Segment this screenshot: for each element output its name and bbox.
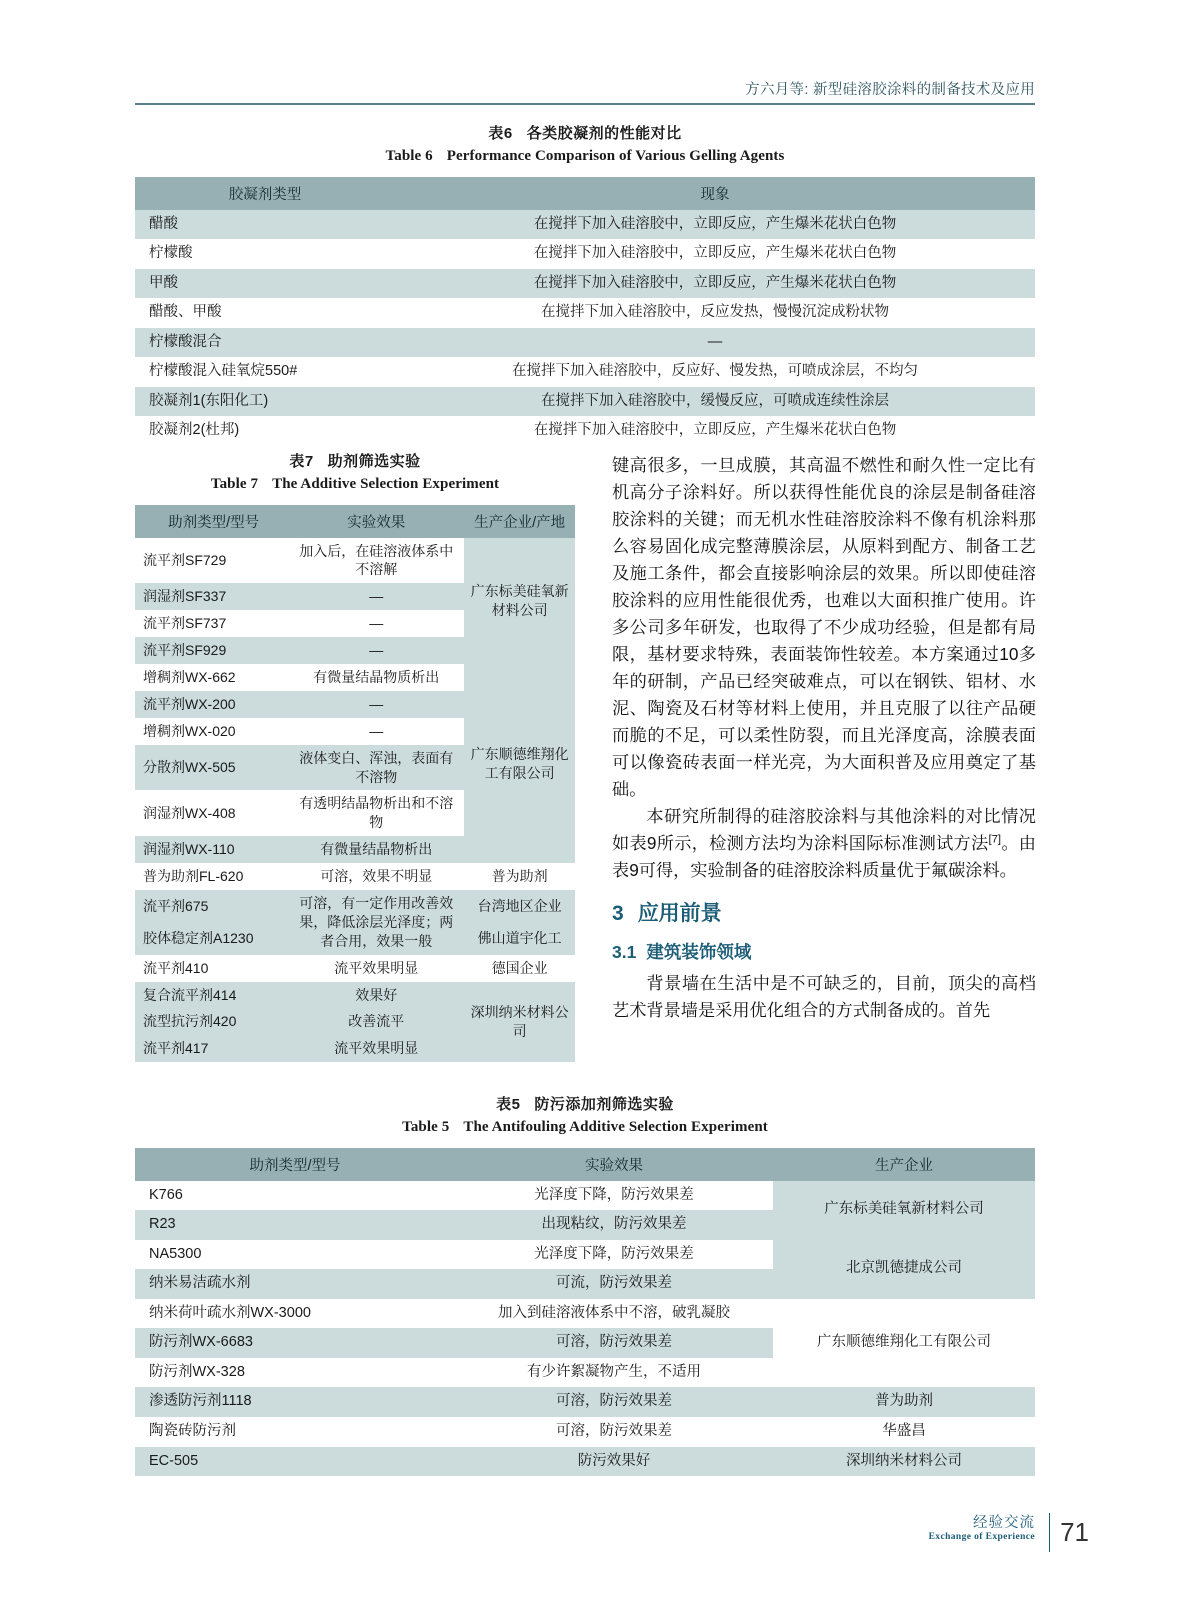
table5-cell: R23 <box>135 1210 455 1240</box>
table7-cell-vendor: 普为助剂 <box>464 863 575 890</box>
table6-caption <box>135 122 1035 169</box>
table5-caption-cn-text: 防污添加剂筛选实验 <box>534 1096 674 1113</box>
table7-cell: 加入后，在硅溶液体系中不溶解 <box>288 538 464 584</box>
table6-cell: 醋酸、甲酸 <box>135 298 395 328</box>
table5-caption <box>135 1093 1035 1140</box>
table6-cell: 在搅拌下加入硅溶胶中，立即反应，产生爆米花状白色物 <box>395 210 1035 240</box>
table-row <box>135 1387 1035 1417</box>
table7-cell-vendor: 深圳纳米材料公司 <box>464 982 575 1063</box>
body-paragraph-2 <box>612 803 1036 884</box>
table-row <box>135 890 575 922</box>
table7-block <box>135 450 575 1062</box>
table7-cell: 润湿剂SF337 <box>135 583 288 610</box>
running-head: 方六月等: 新型硅溶胶涂料的制备技术及应用 <box>745 82 1035 98</box>
table-row <box>135 416 1035 446</box>
table-row <box>135 239 1035 269</box>
table7-cell: 流平剂417 <box>135 1035 288 1062</box>
table5-cell-vendor: 广东顺德维翔化工有限公司 <box>773 1299 1035 1388</box>
table7-cell: 有微量结晶物析出 <box>288 836 464 863</box>
table6-caption-en-text: Performance Comparison of Various Gelling Agents <box>446 148 785 165</box>
table7-cell: 有透明结晶物析出和不溶物 <box>288 790 464 836</box>
table5-block <box>135 1093 1035 1476</box>
table7-cell: 流平剂WX-200 <box>135 691 288 718</box>
table6-cell: 在搅拌下加入硅溶胶中，反应发热，慢慢沉淀成粉状物 <box>395 298 1035 328</box>
table5-cell: 加入到硅溶液体系中不溶，破乳凝胶 <box>455 1299 773 1329</box>
table7-cell: 普为助剂FL-620 <box>135 863 288 890</box>
page-number: 71 <box>1049 1513 1089 1552</box>
table5-cell: 光泽度下降，防污效果差 <box>455 1181 773 1211</box>
table6-cell: 柠檬酸混入硅氧烷550# <box>135 357 395 387</box>
table5 <box>135 1148 1035 1477</box>
body-column <box>612 452 1036 1024</box>
table7-cell: 复合流平剂414 <box>135 982 288 1009</box>
table6-header-row <box>135 177 1035 210</box>
table5-cell: 可溶，防污效果差 <box>455 1328 773 1358</box>
table7-header-row <box>135 505 575 538</box>
table7-cell: 流平剂SF737 <box>135 610 288 637</box>
table7 <box>135 505 575 1063</box>
table7-cell-vendor: 台湾地区企业 <box>464 890 575 922</box>
table-row <box>135 328 1035 358</box>
table-row <box>135 387 1035 417</box>
table7-cell: — <box>288 610 464 637</box>
table-row <box>135 955 575 982</box>
table5-cell-vendor: 华盛昌 <box>773 1417 1035 1447</box>
table6-cell: 柠檬酸混合 <box>135 328 395 358</box>
table6-cell: 醋酸 <box>135 210 395 240</box>
section-heading-3 <box>612 898 1036 931</box>
table6 <box>135 177 1035 447</box>
table6-cell: 在搅拌下加入硅溶胶中，立即反应，产生爆米花状白色物 <box>395 269 1035 299</box>
table5-header-row <box>135 1148 1035 1181</box>
table5-cell: EC-505 <box>135 1447 455 1477</box>
table7-cell: 可溶，效果不明显 <box>288 863 464 890</box>
table7-cell: 流平剂675 <box>135 890 288 922</box>
table7-cell: 有微量结晶物质析出 <box>288 664 464 691</box>
table6-cell: 胶凝剂1(东阳化工) <box>135 387 395 417</box>
table6-block <box>135 122 1035 446</box>
table7-cell: 胶体稳定剂A1230 <box>135 922 288 954</box>
table5-cell: K766 <box>135 1181 455 1211</box>
section-3-1-number: 3.1 <box>612 941 637 962</box>
table6-cell: 在搅拌下加入硅溶胶中，立即反应，产生爆米花状白色物 <box>395 239 1035 269</box>
table7-cell: 可溶，有一定作用改善效果，降低涂层光泽度；两者合用，效果一般 <box>288 890 464 955</box>
table5-cell: NA5300 <box>135 1240 455 1270</box>
table-row <box>135 863 575 890</box>
table7-cell: 改善流平 <box>288 1008 464 1035</box>
footer-section-en: Exchange of Experience <box>928 1532 1035 1542</box>
table-row <box>135 664 575 691</box>
table5-cell: 有少许絮凝物产生，不适用 <box>455 1358 773 1388</box>
table-row <box>135 538 575 584</box>
table7-cell: 流平剂SF729 <box>135 538 288 584</box>
table5-caption-en-number: Table 5 <box>402 1119 450 1136</box>
citation-reference: [7] <box>988 833 1002 846</box>
body-paragraph-3: 背景墙在生活中是不可缺乏的，目前，顶尖的高档艺术背景墙是采用优化组合的方式制备成的。首先 <box>612 973 1036 1021</box>
table6-col-header-0: 胶凝剂类型 <box>135 177 395 210</box>
table-row <box>135 1299 1035 1329</box>
table7-cell: — <box>288 637 464 664</box>
section-3-1-title: 建筑装饰领域 <box>646 941 752 962</box>
table6-caption-cn-text: 各类胶凝剂的性能对比 <box>526 125 682 142</box>
table7-col-header-0: 助剂类型/型号 <box>135 505 288 538</box>
table6-caption-cn-number: 表6 <box>488 125 513 142</box>
body-paragraph-2-part-a: 本研究所制得的硅溶胶涂料与其他涂料的对比情况如表9所示，检测方法均为涂料国际标准测试方法 <box>612 806 1036 853</box>
table6-cell: 柠檬酸 <box>135 239 395 269</box>
table-row <box>135 1240 1035 1270</box>
table7-cell: — <box>288 691 464 718</box>
table5-caption-cn-number: 表5 <box>496 1096 521 1113</box>
table5-cell-vendor: 北京凯德捷成公司 <box>773 1240 1035 1299</box>
table5-cell: 防污剂WX-328 <box>135 1358 455 1388</box>
table-row <box>135 210 1035 240</box>
table5-cell: 纳米荷叶疏水剂WX-3000 <box>135 1299 455 1329</box>
table-row <box>135 982 575 1009</box>
table7-caption-cn-number: 表7 <box>289 453 314 470</box>
body-paragraph-1: 键高很多，一旦成膜，其高温不燃性和耐久性一定比有机高分子涂料好。所以获得性能优良的涂层是制备硅溶胶涂料的关键；而无机水性硅溶胶涂料不像有机涂料那么容易固化成完整薄膜涂层，从原料到配方、制备工艺及施工条件，都会直接影响涂层的效果。所以即使硅溶胶涂料的应用性能很优秀，也难以大面积推广使用。许多公司多年研发，也取得了不少成功经验，但是都有局限，基材要求特殊，表面装饰性较差。本方案通过10多年的研制，产品已经突破难点，可以在钢铁、铝材、水泥、陶瓷及石材等材料上使用，并且克服了以往产品硬而脆的不足，可以柔性防裂，而且光泽度高，涂膜表面可以像瓷砖表面一样光亮，为大面积普及应用奠定了基础。 <box>612 455 1036 799</box>
table5-cell: 防污剂WX-6683 <box>135 1328 455 1358</box>
table6-cell: — <box>395 328 1035 358</box>
body-paragraph-2-part-b: 。由表9可得，实验制备的硅溶胶涂料质量优于氟碳涂料。 <box>612 833 1036 880</box>
table7-cell: — <box>288 583 464 610</box>
table7-cell: 流型抗污剂420 <box>135 1008 288 1035</box>
section-3-title: 应用前景 <box>637 902 722 925</box>
table7-cell: 流平效果明显 <box>288 955 464 982</box>
table7-cell: 润湿剂WX-110 <box>135 836 288 863</box>
table5-caption-en-text: The Antifouling Additive Selection Experiment <box>463 1119 768 1136</box>
header-divider <box>135 103 1035 105</box>
table7-cell: 润湿剂WX-408 <box>135 790 288 836</box>
table-row <box>135 1417 1035 1447</box>
table6-cell: 在搅拌下加入硅溶胶中，反应好、慢发热，可喷成涂层，不均匀 <box>395 357 1035 387</box>
table6-cell: 在搅拌下加入硅溶胶中，立即反应，产生爆米花状白色物 <box>395 416 1035 446</box>
table7-cell: 增稠剂WX-662 <box>135 664 288 691</box>
table7-cell: 流平剂410 <box>135 955 288 982</box>
table5-col-header-0: 助剂类型/型号 <box>135 1148 455 1181</box>
table7-cell: — <box>288 718 464 745</box>
table7-cell: 液体变白、浑浊，表面有不溶物 <box>288 745 464 791</box>
table6-cell: 在搅拌下加入硅溶胶中，缓慢反应，可喷成连续性涂层 <box>395 387 1035 417</box>
table7-caption-en-number: Table 7 <box>210 476 259 493</box>
table7-cell: 流平剂SF929 <box>135 637 288 664</box>
table-row <box>135 1447 1035 1477</box>
table5-col-header-2: 生产企业 <box>773 1148 1035 1181</box>
table5-cell: 防污效果好 <box>455 1447 773 1477</box>
table7-cell-vendor: 德国企业 <box>464 955 575 982</box>
table5-cell: 纳米易洁疏水剂 <box>135 1269 455 1299</box>
footer-section-cn: 经验交流 <box>973 1515 1035 1531</box>
table7-caption-cn-text: 助剂筛选实验 <box>327 453 421 470</box>
table5-cell: 可溶，防污效果差 <box>455 1417 773 1447</box>
table-row <box>135 357 1035 387</box>
table7-cell: 分散剂WX-505 <box>135 745 288 791</box>
section-3-number: 3 <box>612 902 624 925</box>
table6-cell: 甲酸 <box>135 269 395 299</box>
table7-col-header-2: 生产企业/产地 <box>464 505 575 538</box>
table7-cell: 效果好 <box>288 982 464 1009</box>
table6-col-header-1: 现象 <box>395 177 1035 210</box>
table6-cell: 胶凝剂2(杜邦) <box>135 416 395 446</box>
table7-cell-vendor: 广东顺德维翔化工有限公司 <box>464 664 575 863</box>
table7-caption <box>135 450 575 497</box>
table5-cell: 陶瓷砖防污剂 <box>135 1417 455 1447</box>
table-row <box>135 1181 1035 1211</box>
table5-cell-vendor: 深圳纳米材料公司 <box>773 1447 1035 1477</box>
table7-cell-vendor: 佛山道宇化工 <box>464 922 575 954</box>
section-heading-3-1 <box>612 939 1036 966</box>
table7-cell: 流平效果明显 <box>288 1035 464 1062</box>
table6-caption-en-number: Table 6 <box>385 148 433 165</box>
table7-col-header-1: 实验效果 <box>288 505 464 538</box>
table-row <box>135 269 1035 299</box>
table5-cell: 渗透防污剂1118 <box>135 1387 455 1417</box>
table-row <box>135 298 1035 328</box>
table5-cell-vendor: 广东标美硅氧新材料公司 <box>773 1181 1035 1240</box>
table5-cell: 出现粘纹，防污效果差 <box>455 1210 773 1240</box>
table5-cell-vendor: 普为助剂 <box>773 1387 1035 1417</box>
table5-cell: 可流，防污效果差 <box>455 1269 773 1299</box>
table5-col-header-1: 实验效果 <box>455 1148 773 1181</box>
table5-cell: 可溶，防污效果差 <box>455 1387 773 1417</box>
table7-cell-vendor: 广东标美硅氧新材料公司 <box>464 538 575 664</box>
table7-caption-en-text: The Additive Selection Experiment <box>272 476 500 493</box>
table5-cell: 光泽度下降，防污效果差 <box>455 1240 773 1270</box>
table7-cell: 增稠剂WX-020 <box>135 718 288 745</box>
page-footer <box>928 1511 1089 1547</box>
